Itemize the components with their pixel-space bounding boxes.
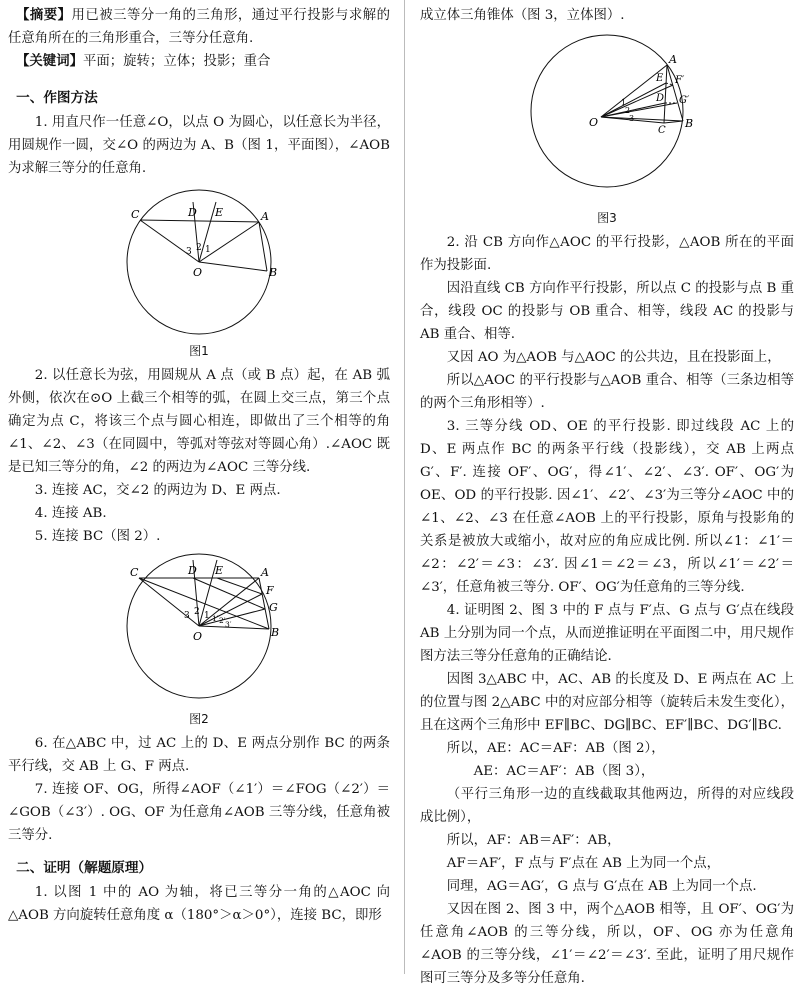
fig2-label-G: G [269,601,278,614]
fig3-line-CB [664,121,683,123]
figure-2 [109,548,289,708]
section1-title: 一、作图方法 [16,90,98,106]
s2-p15: 又因在图 2、图 3 中，两个△AOB 相等，且 OF′、OG′为任意角∠AOB 的三等分线，所以，OF、OG 亦为任意角∠AOB 的三等分线，∠1′＝∠2′＝∠3′. 至此，证明了用尺规作图可三等分及多等分任意角. [420,902,794,986]
s2-p1: 1. 以图 1 中的 AO 为轴，将已三等分一角的△AOC 向△AOB 方向旋转任意角度 α（180°＞α＞0°），连接 BC，即形 [8,885,390,923]
s2-p13: AF＝AF′，F 点与 F′点在 AB 上为同一个点， [446,856,720,871]
fig1-line-AC [140,220,259,222]
keywords-text: 平面；旋转；立体；投影；重合 [82,54,271,69]
s2-p5: 所以△AOC 的平行投影与△AOB 重合、相等（三条边相等的两个三角形相等）. [420,373,794,411]
fig3-label-C: C [658,125,666,136]
fig2-label-D: D [188,564,197,577]
s1-p1: 1. 用直尺作一任意∠O，以点 O 为圆心，以任意长为半径，用圆规作一圆，交∠O 的两边为 A、B（图 1，平面图），∠AOB 为求解三等分的任意角. [8,115,390,176]
s2-p2: 2. 沿 CB 方向作△AOC 的平行投影，△AOB 所在的平面作为投影面. [420,235,794,273]
fig3-line-OGp [601,103,677,117]
fig1-angle-3: 3 [186,247,192,257]
s2-p4: 又因 AO 为△AOB 与△AOC 的公共边，且在投影面上， [446,350,781,365]
s1-p7: 7. 连接 OF、OG，所得∠AOF（∠1′）＝∠FOG（∠2′）＝∠GOB（∠3′）. OG、OF 为任意角∠AOB 三等分线，任意角被三等分. [8,782,390,843]
fig3-angle-2: 2 [625,106,631,115]
fig1-line-OA [199,222,259,262]
figure-1 [109,180,289,340]
fig2-angle-3p: 3′ [225,620,232,629]
s2-p10: AE：AC＝AF′：AB（图 3）， [473,764,655,779]
abstract-text: 用已被三等分一角的三角形，通过平行投影与求解的任意角所在的三角形重合，三等分任意角. [8,8,391,46]
fig2-label-C: C [130,566,139,579]
fig3-label-Gp: G′ [679,95,690,106]
fig3-circle [531,35,683,187]
fig1-line-OB [199,262,267,271]
s1-p4: 4. 连接 AB. [34,506,107,521]
fig2-angle-2p: 2′ [219,616,226,625]
s2-p14: 同理，AG＝AG′，G 点与 G′点在 AB 上为同一个点. [446,879,757,894]
s2-p9: 所以，AE：AC＝AF：AB（图 2）， [446,741,665,756]
s2-p7: 4. 证明图 2、图 3 中的 F 点与 F′点、G 点与 G′点在线段 AB 上分别为同一个点，从而逆推证明在平面图二中，用尺规作图方法三等分任意角的正确结论. [420,603,794,664]
figure-3-caption: 图3 [597,211,617,225]
s2-p12: 所以，AF：AB＝AF′：AB， [446,833,621,848]
fig3-angle-3: 3 [629,114,635,123]
figure-2-caption: 图2 [189,712,209,726]
fig1-label-D: D [188,206,197,219]
fig1-label-A: A [261,210,269,223]
s2-p8: 因图 3△ABC 中，AC、AB 的长度及 D、E 两点在 AC 上的位置与图 2△ABC 中的对应部分相等（旋转后未发生变化），且在这两个三角形中 EF∥BC、DG∥BC、EF′∥BC、DG′∥BC. [420,672,794,733]
fig3-label-O: O [589,116,599,129]
fig2-label-E: E [215,564,224,577]
s1-p6: 6. 在△ABC 中，过 AC 上的 D、E 两点分别作 BC 的两条平行线，交 AB 上 G、F 两点. [8,736,390,774]
fig2-line-OB [199,626,269,629]
fig3-label-E: E [656,73,664,84]
s2-p1-cont: 成立体三角锥体（图 3，立体图）. [420,8,625,23]
s1-p3: 3. 连接 AC，交∠2 的两边为 D、E 两点. [34,483,281,498]
fig2-angle-1: 1 [204,611,210,621]
column-divider [404,0,405,974]
keywords-tag: 【关键词】 [16,54,83,69]
fig1-angle-1: 1 [205,245,211,255]
figure-1-caption: 图1 [189,344,209,358]
right-column [420,4,794,990]
fig3-label-B: B [685,117,694,130]
fig1-angle-2: 2 [196,243,202,253]
fig2-label-F: F [266,584,274,597]
s2-p6: 3. 三等分线 OD、OE 的平行投影. 即过线段 AC 上的 D、E 两点作 BC 的两条平行线（投影线），交 AB 上两点 G′、F′. 连接 OF′、OG′，得∠1′、∠2′、∠3′. OF′、OG′为 OE、OD 的平行投影. 因∠1′、∠2′、∠3′为三等分∠AOC 中的∠1、∠2、∠3 在任意∠AOB 上的平行投影，原角与投影角的关系是被放大或缩小，故对应的角应成比例. 所以∠1：∠1′＝∠2：∠2′＝∠3：∠3′. 因∠1＝∠2＝∠3，所以∠1′＝∠2′＝∠3′，任意角被三等分. OF′、OG′为任意角的三等分线. [420,419,794,595]
s1-p5: 5. 连接 BC（图 2）. [34,529,161,544]
s2-p3: 因沿直线 CB 方向作平行投影，所以点 C 的投影与点 B 重合，线段 OC 的投影与 OB 重合、相等，线段 AC 的投影与 AB 重合、相等. [420,281,794,342]
keywords [8,50,390,73]
fig3-label-A: A [669,53,677,66]
fig1-label-O: O [193,266,203,279]
fig2-angle-3: 3 [184,611,190,621]
s2-p11: （平行三角形一边的直线截取其他两边，所得的对应线段成比例）， [420,787,794,825]
left-column [8,4,390,927]
fig2-angle-2: 2 [194,607,200,617]
figure-3 [517,27,697,195]
fig3-line-OB [601,117,683,121]
s1-p2: 2. 以任意长为弦，用圆规从 A 点（或 B 点）起，在 AB 弧外侧，依次在⊙O 上截三个相等的弧，在圆上交三点，第三个点确定为点 C，将该三个点与圆心相连，即做出了三个相等的角∠1、∠2、∠3（在同圆中，等弧对等弦对等圆心角）.∠AOC 既是已知三等分的角，∠2 的两边为∠AOC 三等分线. [8,368,390,475]
fig3-label-D: D [656,93,665,104]
fig1-label-B: B [269,266,278,279]
fig2-line-OC [139,578,199,626]
fig3-label-Fp: F′ [675,75,685,86]
fig2-label-B: B [271,626,280,639]
abstract-tag: 【摘要】 [16,8,72,23]
fig3-line-AC [664,65,667,123]
fig2-label-O: O [193,630,203,643]
abstract [8,4,390,50]
fig3-angle-1: 1 [621,98,627,107]
fig2-angle-1p: 1′ [212,614,219,623]
fig1-label-C: C [131,208,140,221]
fig2-label-A: A [261,566,269,579]
section2-title: 二、证明（解题原理） [16,860,153,876]
fig1-label-E: E [215,206,224,219]
